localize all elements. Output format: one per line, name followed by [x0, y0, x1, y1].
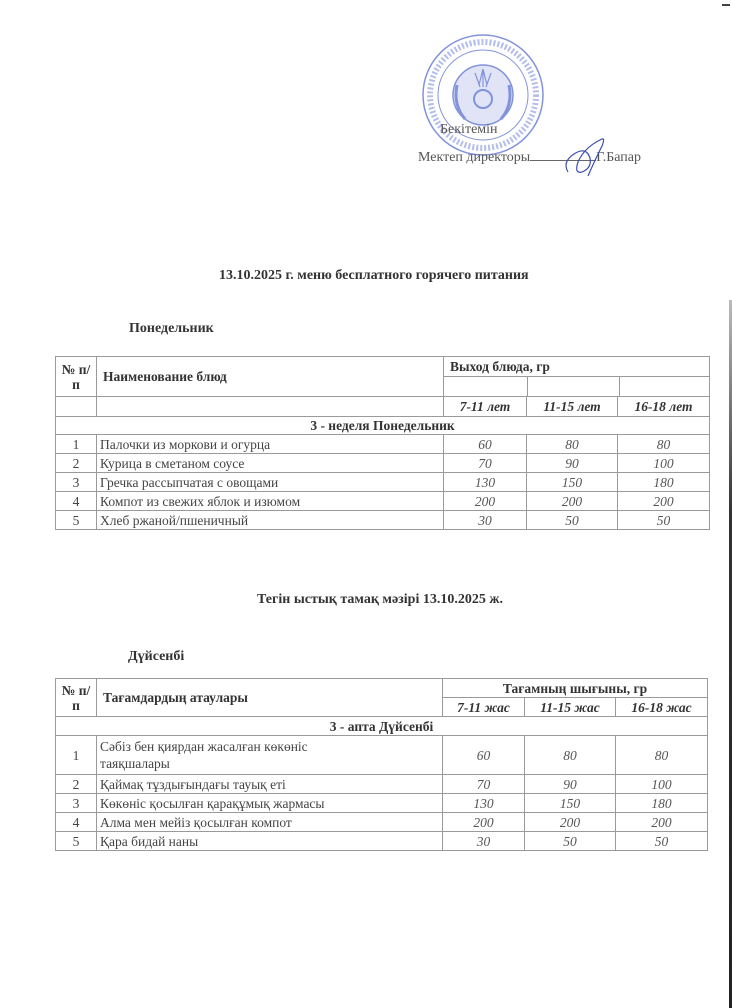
dish-name: Палочки из моркови и огурца	[97, 435, 444, 454]
dish-name: Гречка рассыпчатая с овощами	[97, 473, 444, 492]
table-row	[56, 775, 708, 794]
portion-value: 200	[616, 813, 708, 832]
portion-value: 50	[618, 511, 710, 530]
col-yield-header	[444, 357, 710, 397]
portion-value: 80	[527, 435, 618, 454]
portion-value: 200	[525, 813, 616, 832]
portion-value: 80	[616, 736, 708, 775]
yield-label: Выход блюда, гр	[444, 357, 709, 377]
age-col-header: 11-15 лет	[527, 397, 618, 417]
dish-name: Қаймақ тұздығындағы тауық еті	[97, 775, 443, 794]
portion-value: 70	[444, 454, 527, 473]
signature	[560, 132, 620, 180]
portion-value: 50	[525, 832, 616, 851]
portion-value: 200	[443, 813, 525, 832]
row-no: 4	[56, 492, 97, 511]
age-col-header: 16-18 жас	[616, 698, 708, 717]
col-no-header: № п/п	[56, 679, 97, 717]
kz-menu-table	[55, 678, 708, 851]
ru-menu-table	[55, 356, 710, 530]
portion-value: 150	[525, 794, 616, 813]
dish-name: Хлеб ржаной/пшеничный	[97, 511, 444, 530]
dish-name: Алма мен мейіз қосылған компот	[97, 813, 443, 832]
portion-value: 80	[618, 435, 710, 454]
dish-name: Курица в сметаном соусе	[97, 454, 444, 473]
kz-day: Дүйсенбі	[128, 649, 185, 664]
kz-title: Тегін ыстық тамақ мәзірі 13.10.2025 ж.	[257, 592, 503, 607]
approve-label: Бекітемін	[440, 122, 498, 137]
week-row	[56, 417, 710, 435]
portion-value: 50	[527, 511, 618, 530]
age-col-header: 16-18 лет	[618, 397, 710, 417]
portion-value: 80	[525, 736, 616, 775]
director-label: Мектеп директоры	[418, 150, 531, 165]
portion-value: 130	[443, 794, 525, 813]
ru-day: Понедельник	[129, 321, 214, 336]
col-no-header: № п/п	[56, 357, 97, 397]
row-no: 2	[56, 454, 97, 473]
portion-value: 90	[525, 775, 616, 794]
table-row	[56, 511, 710, 530]
portion-value: 200	[527, 492, 618, 511]
col-name-header: Тағамдардың атаулары	[97, 679, 443, 717]
row-no: 5	[56, 511, 97, 530]
row-no: 4	[56, 813, 97, 832]
table-row	[56, 454, 710, 473]
table-row	[56, 435, 710, 454]
ru-title: 13.10.2025 г. меню бесплатного горячего питания	[219, 268, 529, 283]
row-no: 3	[56, 473, 97, 492]
col-name-header: Наименование блюд	[97, 357, 444, 397]
age-header-row	[56, 397, 710, 417]
row-no: 2	[56, 775, 97, 794]
scan-corner-mark	[722, 4, 730, 6]
week-label: 3 - неделя Понедельник	[56, 417, 710, 435]
table-row	[56, 813, 708, 832]
table-row	[56, 736, 708, 775]
portion-value: 60	[444, 435, 527, 454]
week-row	[56, 717, 708, 736]
portion-value: 30	[444, 511, 527, 530]
table-row	[56, 794, 708, 813]
row-no: 5	[56, 832, 97, 851]
portion-value: 90	[527, 454, 618, 473]
portion-value: 150	[527, 473, 618, 492]
row-no: 1	[56, 736, 97, 775]
portion-value: 200	[444, 492, 527, 511]
dish-name: Сәбіз бен қиярдан жасалған көкөніс таяқшалары	[97, 736, 443, 775]
official-stamp	[421, 33, 545, 157]
portion-value: 100	[616, 775, 708, 794]
portion-value: 130	[444, 473, 527, 492]
director-name: Г.Бапар	[596, 150, 642, 165]
portion-value: 30	[443, 832, 525, 851]
dish-name: Көкөніс қосылған қарақұмық жармасы	[97, 794, 443, 813]
col-yield-header: Тағамның шығыны, гр	[443, 679, 708, 698]
age-col-header: 11-15 жас	[525, 698, 616, 717]
row-no: 1	[56, 435, 97, 454]
table-row	[56, 473, 710, 492]
portion-value: 100	[618, 454, 710, 473]
portion-value: 180	[616, 794, 708, 813]
table-row	[56, 832, 708, 851]
week-label: 3 - апта Дүйсенбі	[56, 717, 708, 736]
table-row	[56, 492, 710, 511]
row-no: 3	[56, 794, 97, 813]
portion-value: 70	[443, 775, 525, 794]
yield-subrow	[444, 377, 709, 396]
age-col-header: 7-11 лет	[444, 397, 527, 417]
portion-value: 180	[618, 473, 710, 492]
dish-name: Компот из свежих яблок и изюмом	[97, 492, 444, 511]
table-header-row	[56, 679, 708, 698]
age-col-header: 7-11 жас	[443, 698, 525, 717]
portion-value: 200	[618, 492, 710, 511]
dish-name: Қара бидай наны	[97, 832, 443, 851]
table-header-row	[56, 357, 710, 397]
portion-value: 60	[443, 736, 525, 775]
portion-value: 50	[616, 832, 708, 851]
